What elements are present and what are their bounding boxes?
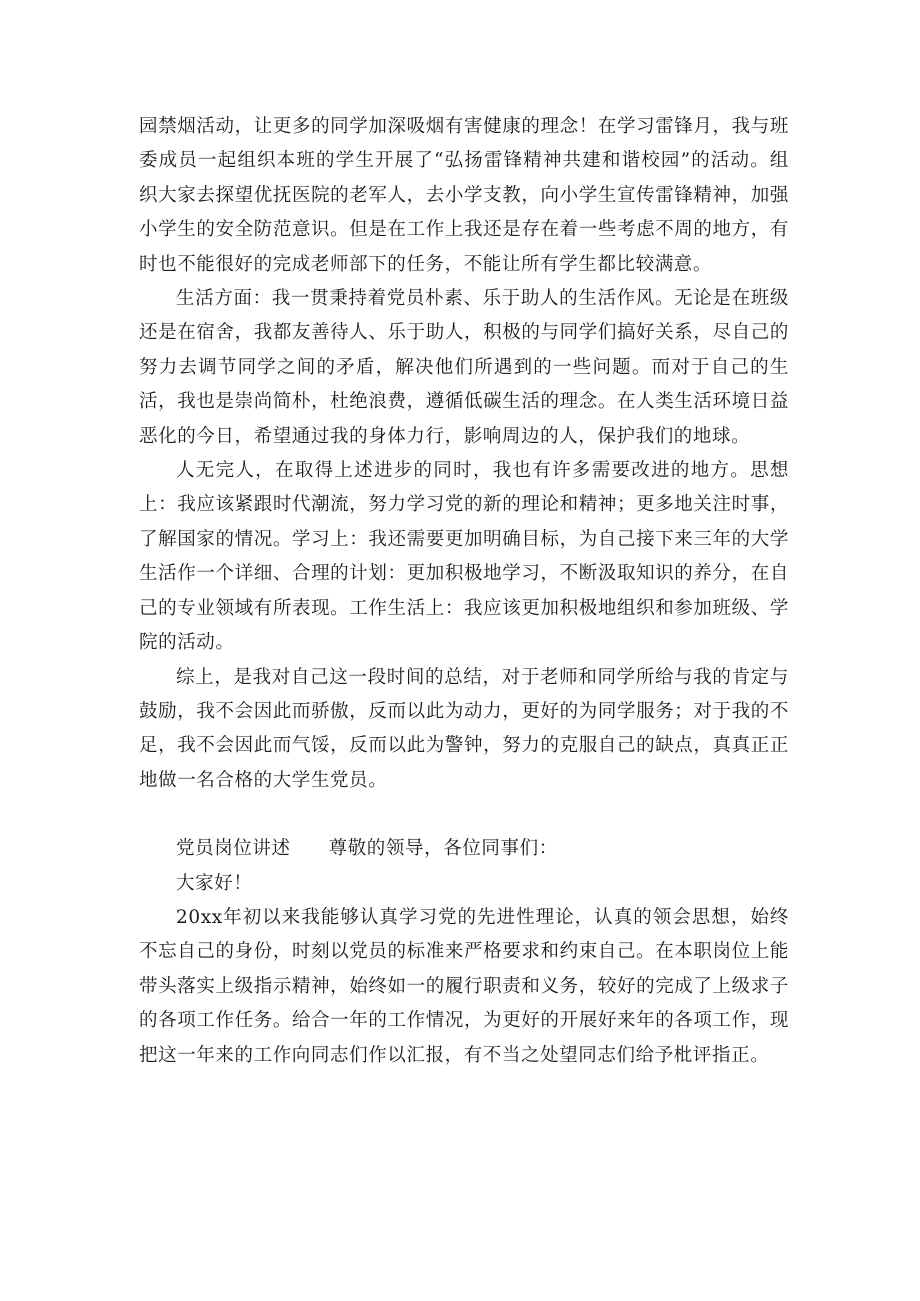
paragraph-summary: 综上，是我对自己这一段时间的总结，对于老师和同学所给与我的肯定与鼓励，我不会因此而骄傲，反而以此为动力，更好的为同学服务；对于我的不足，我不会因此而气馁，反而以此为警钟，努力的克服自己的缺点，真真正正地做一名合格的大学生党员。	[139, 666, 789, 791]
paragraph-improvement: 人无完人，在取得上述进步的同时，我也有许多需要改进的地方。思想上：我应该紧跟时代潮流，努力学习党的新的理论和精神；更多地关注时事，了解国家的情况。学习上：我还需要更加明确目标，为自己接下来三年的大学生活作一个详细、合理的计划：更加积极地学习，不断汲取知识的养分，在自己的专业领域有所表现。工作生活上：我应该更加积极地组织和参加班级、学院的活动。	[139, 460, 789, 654]
greeting: 大家好！	[176, 872, 253, 894]
section-title: 党员岗位讲述	[176, 838, 291, 860]
salutation: 尊敬的领导，各位同事们：	[328, 838, 558, 860]
section-heading-line	[139, 832, 789, 866]
section-spacer	[139, 798, 789, 832]
paragraph-life: 生活方面：我一贯秉持着党员朴素、乐于助人的生活作风。无论是在班级还是在宿舍，我都友善待人、乐于助人，积极的与同学们搞好关系，尽自己的努力去调节同学之间的矛盾，解决他们所遇到的一些问题。而对于自己的生活，我也是崇尚简朴，杜绝浪费，遵循低碳生活的理念。在人类生活环境日益恶化的今日，希望通过我的身体力行，影响周边的人，保护我们的地球。	[139, 288, 789, 447]
paragraph-continuation: 园禁烟活动，让更多的同学加深吸烟有害健康的理念！在学习雷锋月，我与班委成员一起组织本班的学生开展了“弘扬雷锋精神共建和谐校园”的活动。组织大家去探望优抚医院的老军人，去小学支教，向小学生宣传雷锋精神，加强小学生的安全防范意识。但是在工作上我还是存在着一些考虑不周的地方，有时也不能很好的完成老师部下的任务，不能让所有学生都比较满意。	[139, 116, 789, 275]
document-body	[139, 110, 789, 1073]
paragraph-speech: 20xx年初以来我能够认真学习党的先进性理论，认真的领会思想，始终不忘自己的身份，时刻以党员的标准来严格要求和约束自己。在本职岗位上能带头落实上级指示精神，始终如一的履行职责和义务，较好的完成了上级求子的各项工作任务。给合一年的工作情况，为更好的开展好来年的各项工作，现把这一年来的工作向同志们作以汇报，有不当之处望同志们给予枇评指正。	[139, 906, 789, 1066]
